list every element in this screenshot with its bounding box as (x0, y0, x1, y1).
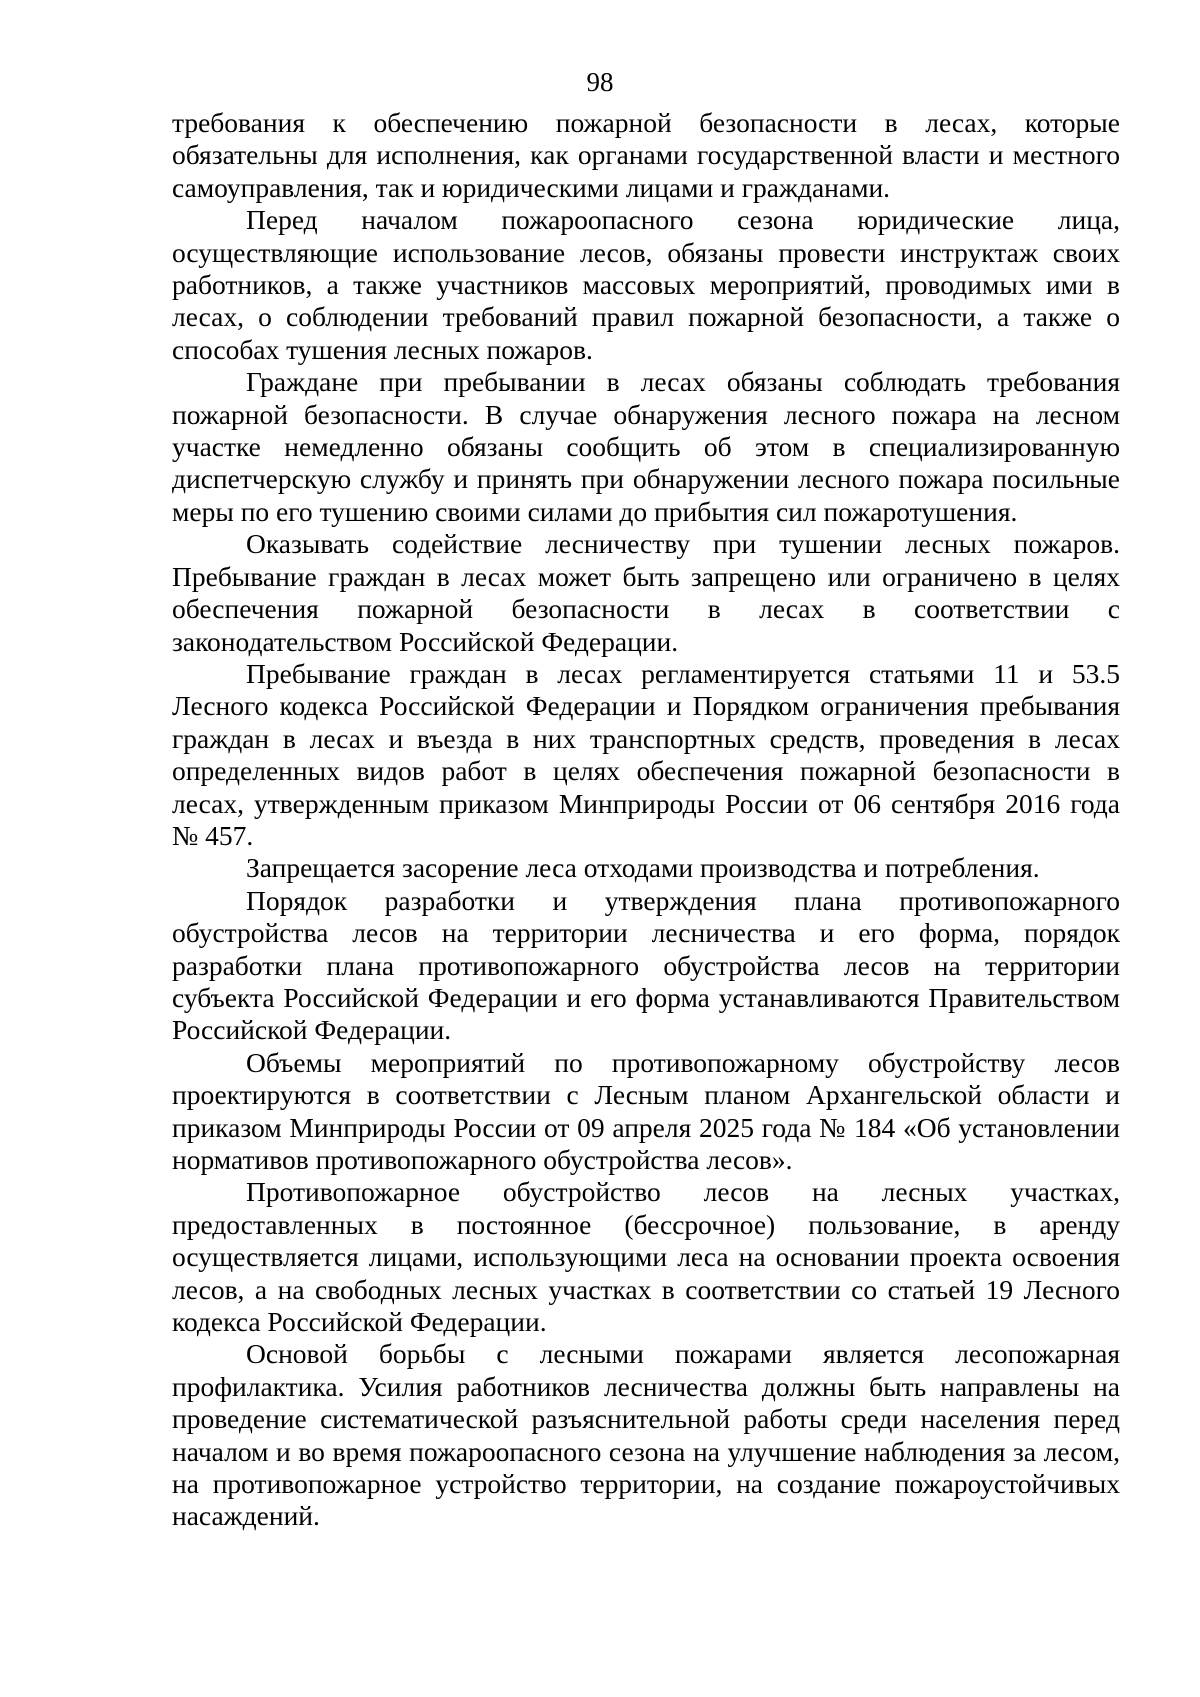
paragraph-prevention: Основой борьбы с лесными пожарами является лесопожарная профилактика. Усилия работников лесничества должны быть направлены на проведение систематической разъяснительной работы среди населения перед началом и во время пожароопасного сезона на улучшение наблюдения за лесом, на противопожарное устройство территории, на создание пожароустойчивых насаждений. (172, 1338, 1120, 1532)
paragraph-citizen-duties: Граждане при пребывании в лесах обязаны соблюдать требования пожарной безопасности. В случае обнаружения лесного пожара на лесном участке немедленно обязаны сообщить об этом в специализированную диспетчерскую службу и принять при обнаружении лесного пожара посильные меры по его тушению своими силами до прибытия сил пожаротушения. (172, 366, 1120, 527)
paragraph-leased-areas: Противопожарное обустройство лесов на лесных участках, предоставленных в постоянное (бессрочное) пользование, в аренду осуществляется лицами, использующими леса на основании проекта освоения лесов, а на свободных лесных участках в соответствии со статьей 19 Лесного кодекса Российской Федерации. (172, 1176, 1120, 1338)
paragraph-continuation: требования к обеспечению пожарной безопасности в лесах, которые обязательны для исполнения, как органами государственной власти и местного самоуправления, так и юридическими лицами и гражданами. (172, 107, 1120, 203)
paragraph-plan-procedure: Порядок разработки и утверждения плана противопожарного обустройства лесов на территории лесничества и его форма, порядок разработки плана противопожарного обустройства лесов на территории субъекта Российской Федерации и его форма устанавливаются Правительством Российской Федерации. (172, 884, 1120, 1046)
paragraph-regulation: Пребывание граждан в лесах регламентируется статьями 11 и 53.5 Лесного кодекса Российской Федерации и Порядком ограничения пребывания граждан в лесах и въезда в них транспортных средств, проведения в лесах определенных видов работ в целях обеспечения пожарной безопасности в лесах, утвержденным приказом Минприроды России от 06 сентября 2016 года № 457. (172, 657, 1120, 851)
paragraph-littering: Запрещается засорение леса отходами производства и потребления. (246, 852, 1040, 884)
paragraph-volumes: Объемы мероприятий по противопожарному обустройству лесов проектируются в соответствии с Лесным планом Архангельской области и приказом Минприроды России от 09 апреля 2025 года № 184 «Об установлении нормативов противопожарного обустройства лесов». (172, 1046, 1120, 1175)
document-body (172, 107, 1120, 1533)
page-number: 98 (586, 67, 614, 97)
paragraph-briefing: Перед началом пожароопасного сезона юридические лица, осуществляющие использование лесов, обязаны провести инструктаж своих работников, а также участников массовых мероприятий, проводимых ими в лесах, о соблюдении требований правил пожарной безопасности, а также о способах тушения лесных пожаров. (172, 204, 1120, 365)
paragraph-assistance: Оказывать содействие лесничеству при тушении лесных пожаров. Пребывание граждан в лесах может быть запрещено или ограничено в целях обеспечения пожарной безопасности в лесах в соответствии с законодательством Российской Федерации. (172, 528, 1120, 657)
